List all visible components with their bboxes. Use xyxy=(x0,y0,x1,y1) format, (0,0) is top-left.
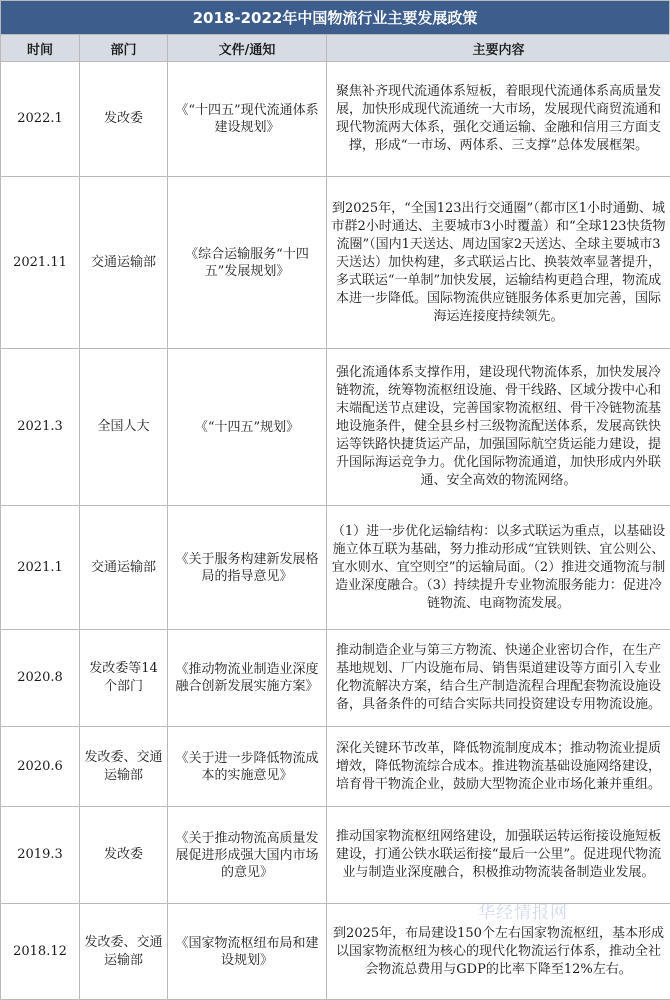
dept-cell: 发改委、交通运输部 xyxy=(80,727,168,807)
dept-cell: 交通运输部 xyxy=(80,177,168,349)
table-row xyxy=(1,506,670,630)
header-time: 时间 xyxy=(1,35,80,62)
time-cell: 2021.3 xyxy=(1,349,80,506)
time-cell: 2020.8 xyxy=(1,630,80,727)
header-dept: 部门 xyxy=(80,35,168,62)
doc-cell: 《推动物流业制造业深度融合创新发展实施方案》 xyxy=(168,630,327,727)
content-cell: 聚焦补齐现代流通体系短板，着眼现代流通体系高质量发展，加快形成现代流通统一大市场，发展现代商贸流通和现代物流两大体系，强化交通运输、金融和信用三方面支撑，形成“一市场、两体系、三支撑”总体发展框架。 xyxy=(327,62,670,177)
content-cell: 到2025年，布局建设150个左右国家物流枢纽，基本形成以国家物流枢纽为核心的现代化物流运行体系，推动全社会物流总费用与GDP的比率下降至12%左右。 xyxy=(327,904,670,1000)
content-cell: 到2025年，“全国123出行交通圈”（都市区1小时通勤、城市群2小时通达、主要城市3小时覆盖）和“全球123快货物流圈”（国内1天送达、周边国家2天送达、全球主要城市3天送达）加快构建，多式联运占比、换装效率显著提升，多式联运“一单制”加快发展，运输结构更趋合理，物流成本进一步降低。国际物流供应链服务体系更加完善，国际海运连接度持续领先。 xyxy=(327,177,670,349)
dept-cell: 交通运输部 xyxy=(80,506,168,630)
content-cell: 强化流通体系支撑作用，建设现代物流体系，加快发展冷链物流，统筹物流枢纽设施、骨干线路、区域分拨中心和末端配送节点建设，完善国家物流枢纽、骨干冷链物流基地设施条件，健全县乡村三级物流配送体系，发展高铁快运等铁路快捷货运产品，加强国际航空货运能力建设，提升国际海运竞争力。优化国际物流通道，加快形成内外联通、安全高效的物流网络。 xyxy=(327,349,670,506)
time-cell: 2018.12 xyxy=(1,904,80,1000)
content-cell: 推动制造企业与第三方物流、快递企业密切合作，在生产基地规划、厂内设施布局、销售渠道建设等方面引入专业化物流解决方案，结合生产制造流程合理配套物流设施设备，具备条件的可结合实际共同投资建设专用物流设施。 xyxy=(327,630,670,727)
time-cell: 2019.3 xyxy=(1,807,80,904)
doc-cell: 《关于推动物流高质量发展促进形成强大国内市场的意见》 xyxy=(168,807,327,904)
time-cell: 2021.11 xyxy=(1,177,80,349)
table-row xyxy=(1,807,670,904)
table-row xyxy=(1,349,670,506)
doc-cell: 《综合运输服务“十四五”发展规划》 xyxy=(168,177,327,349)
table-row xyxy=(1,62,670,177)
dept-cell: 发改委 xyxy=(80,807,168,904)
time-cell: 2022.1 xyxy=(1,62,80,177)
time-cell: 2021.1 xyxy=(1,506,80,630)
table-row xyxy=(1,904,670,1000)
header-content: 主要内容 xyxy=(327,35,670,62)
header-row xyxy=(1,35,670,62)
table-row xyxy=(1,177,670,349)
dept-cell: 全国人大 xyxy=(80,349,168,506)
doc-cell: 《关于服务构建新发展格局的指导意见》 xyxy=(168,506,327,630)
doc-cell: 《关于进一步降低物流成本的实施意见》 xyxy=(168,727,327,807)
content-cell: 深化关键环节改革，降低物流制度成本；推动物流业提质增效，降低物流综合成本。推进物流基础设施网络建设，培育骨干物流企业，鼓励大型物流企业市场化兼并重组。 xyxy=(327,727,670,807)
policy-table xyxy=(0,34,670,1000)
content-cell: 推动国家物流枢纽网络建设，加强联运转运衔接设施短板建设，打通公铁水联运衔接“最后一公里”。促进现代物流业与制造业深度融合，积极推动物流装备制造业发展。 xyxy=(327,807,670,904)
content-cell: （1）进一步优化运输结构：以多式联运为重点，以基础设施立体互联为基础，努力推动形成“宜铁则铁、宜公则公、宜水则水、宜空则空”的运输局面。（2）推进交通物流与制造业深度融合。（3）持续提升专业物流服务能力：促进冷链物流、电商物流发展。 xyxy=(327,506,670,630)
header-doc: 文件/通知 xyxy=(168,35,327,62)
doc-cell: 《“十四五”规划》 xyxy=(168,349,327,506)
table-row xyxy=(1,727,670,807)
time-cell: 2020.6 xyxy=(1,727,80,807)
watermark: 华经情报网 xyxy=(478,898,568,923)
doc-cell: 《“十四五”现代流通体系建设规划》 xyxy=(168,62,327,177)
dept-cell: 发改委 xyxy=(80,62,168,177)
doc-cell: 《国家物流枢纽布局和建设规划》 xyxy=(168,904,327,1000)
dept-cell: 发改委、交通运输部 xyxy=(80,904,168,1000)
table-row xyxy=(1,630,670,727)
dept-cell: 发改委等14个部门 xyxy=(80,630,168,727)
table-title: 2018-2022年中国物流行业主要发展政策 xyxy=(0,0,670,34)
